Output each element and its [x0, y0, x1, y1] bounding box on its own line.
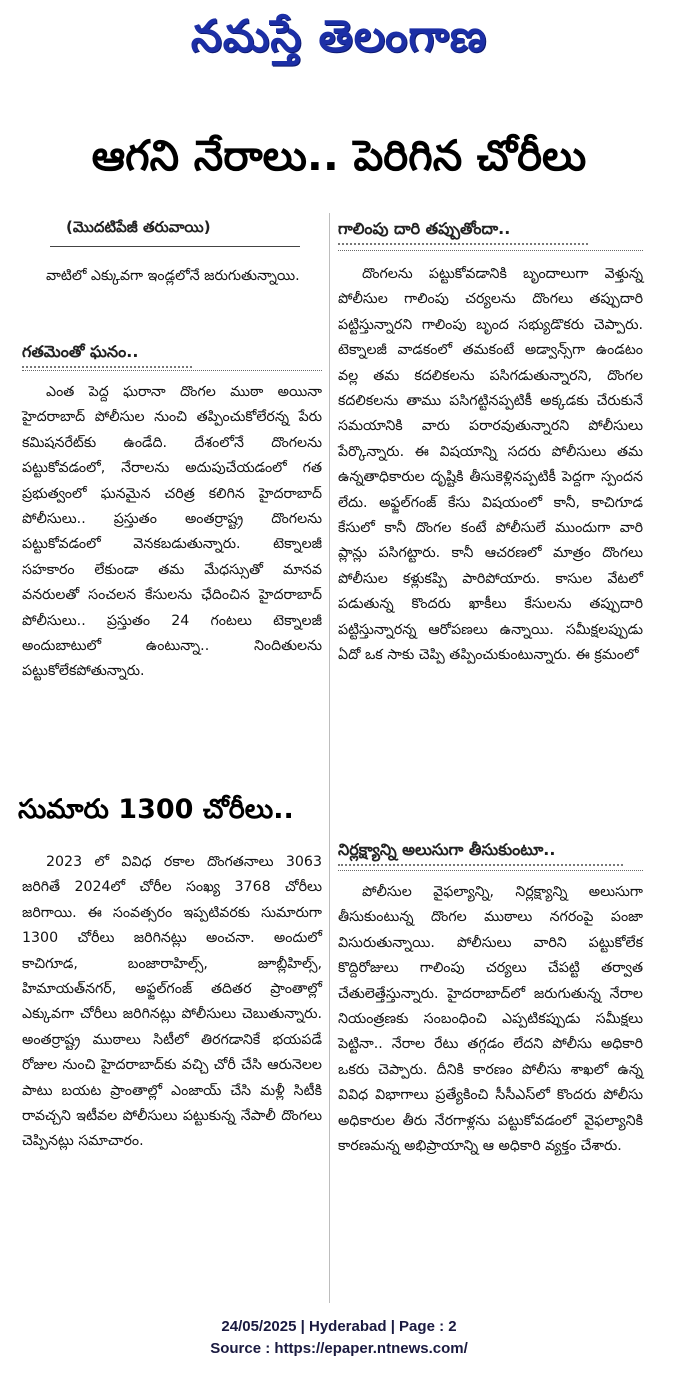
- footer-source: Source : https://epaper.ntnews.com/: [210, 1340, 468, 1357]
- masthead-title: నమస్తే తెలంగాణ: [190, 11, 488, 62]
- intro-paragraph: వాటిలో ఎక్కువగా ఇండ్లలోనే జరుగుతున్నాయి.: [46, 268, 300, 284]
- subhead-negligence: నిర్లక్ష్యాన్ని అలుసుగా తీసుకుంటూ..: [338, 836, 623, 866]
- headline: ఆగని నేరాలు.. పెరిగిన చోరీలు: [91, 131, 587, 180]
- paragraph-glorious-past: ఎంత పెద్ద ఘరానా దొంగల ముఠా అయినా హైదరాబాద్‌ పోలీసుల నుంచి తప్పించుకోలేరన్న పేరు కమిషనరేట్‌కు ఉండేది. దేశంలోనే దొంగలను పట్టుకోవడంలో, నేరాలను అదుపుచేయడంలో గత ప్రభుత్వంలో ఘనమైన చరిత్ర కలిగిన హైదరాబాద్‌ పోలీసులు.. ప్రస్తుతం అంతర్రాష్ట్ర దొంగలను పట్టుకోవడంలో వెనకబడుతున్నారు. టెక్నాలజీ సహకారం లేకుండా తమ మేధస్సుతో మానవ వనరులతో సంచలన కేసులను ఛేదించిన హైదరాబాద్‌ పోలీసులు.. ప్రస్తుతం 24 గంటలు టెక్నాలజీ అందుబాటులో ఉంటున్నా.. నిందితులను పట్టుకోలేకపోతున్నారు.: [22, 384, 322, 680]
- subhead-rule: [338, 250, 643, 251]
- subhead-glorious-past: గతమెంతో ఘనం..: [22, 338, 192, 368]
- paragraph-negligence: పోలీసుల వైఫల్యాన్ని, నిర్లక్ష్యాన్ని అలుసుగా తీసుకుంటున్న దొంగల ముఠాలు నగరంపై పంజా విసురుతున్నాయి. పోలీసులు వారిని పట్టుకోలేక కొద్దిరోజులు గాలింపు చర్యలు చేపట్టి తర్వాత చేతులెత్తేస్తున్నారు. హైదరాబాద్‌లో జరుగుతున్న నేరాల నియంత్రణకు సంబంధించి ఎప్పటికప్పుడు సమీక్షలు పెట్టినా.. నేరాల రేటు తగ్గడం లేదని పోలీసు అధికారి ఒకరు చెప్పారు. దీనికి కారణం పోలీసు శాఖలో ఉన్న వివిధ విభాగాలు ప్రత్యేకించి సీసీఎస్‌లో కొందరు పోలీసు అధికారుల తీరు నేరగాళ్లను పట్టుకోవడంలో వైఫల్యానికి కారణమన్న అభిప్రాయాన్ని ఆ అధికారి వ్యక్తం చేశారు.: [338, 884, 643, 1155]
- continuation-rule: [50, 246, 300, 247]
- paragraph-1300-thefts: 2023 లో వివిధ రకాల దొంగతనాలు 3063 జరిగితే 2024లో చోరీల సంఖ్య 3768 చోరీలు జరిగాయి. ఈ సంవత్సరం ఇప్పటివరకు సుమారుగా 1300 చోరీలు జరిగినట్లు అంచనా. అందులో కాచిగూడ, బంజారాహిల్స్‌, జూబ్లీహిల్స్‌, హిమాయత్‌నగర్‌, అఫ్జల్‌గంజ్‌ తదితర ప్రాంతాల్లో ఎక్కువగా చోరీలు జరిగినట్లు పోలీసులు చెబుతున్నారు. అంతర్రాష్ట్ర ముఠాలు సిటీలో తిరగడానికే భయపడే రోజుల నుంచి హైదరాబాద్‌కు వచ్చి చోరీ చేసి ఆరునెలల పాటు బయట ప్రాంతాల్లో ఎంజాయ్‌ చేసి మళ్లీ సిటీకి రావచ్చని ఇటీవల పోలీసులు పట్టుకున్న నేపాలీ దొంగలు చెప్పినట్లు సమాచారం.: [22, 854, 322, 1150]
- paragraph-search-astray: దొంగలను పట్టుకోవడానికి బృందాలుగా వెళ్తున్న పోలీసుల గాలింపు చర్యలను దొంగలు తప్పుదారి పట్టిస్తున్నారని గాలింపు బృంద సభ్యుడొకరు చెప్పారు. టెక్నాలజీ వాడకంలో తమకంటే అడ్వాన్స్‌గా ఉండటం వల్ల తమ కదలికలను పసిగడుతున్నారని, దొంగల కదలికలను తాము పసిగట్టినప్పటికీ అక్కడకు చేరుకునే సమయానికి వారు పరారవుతున్నారని పోలీసులు పేర్కొన్నారు. ఈ విషయాన్ని సదరు పోలీసులు తమ ఉన్నతాధికారుల దృష్టికి తీసుకెళ్లినప్పటికీ పెద్దగా స్పందన లేదు. అఫ్జల్‌గంజ్‌ కేసు విషయంలో కానీ, కాచిగూడ కేసులో కానీ దొంగల కంటే పోలీసులే ముందుగా వారి ప్లాన్లు పసిగట్టారు. కానీ ఆచరణలో మాత్రం దొంగలు పోలీసుల కళ్లుకప్పి పారిపోయారు. కాసుల వేటలో పడుతున్న కొందరు ఖాకీలు కేసులను తప్పుదారి పట్టిస్తున్నారన్న ఆరోపణలు ఉన్నాయి. సమీక్షలప్పుడు ఏదో ఒక సాకు చెప్పి తప్పించుకుంటున్నారు. ఈ క్రమంలో: [338, 266, 643, 664]
- column-divider: [329, 213, 330, 1303]
- continuation-note: (మొదటిపేజీ తరువాయి): [66, 218, 211, 236]
- footer-dateline: 24/05/2025 | Hyderabad | Page : 2: [221, 1318, 457, 1335]
- subhead-1300-thefts: సుమారు 1300 చోరీలు..: [18, 794, 294, 825]
- masthead: [0, 4, 678, 76]
- subhead-rule: [338, 870, 643, 871]
- subhead-rule: [22, 370, 322, 371]
- subhead-search-astray: గాలింపు దారి తప్పుతోందా..: [338, 215, 588, 245]
